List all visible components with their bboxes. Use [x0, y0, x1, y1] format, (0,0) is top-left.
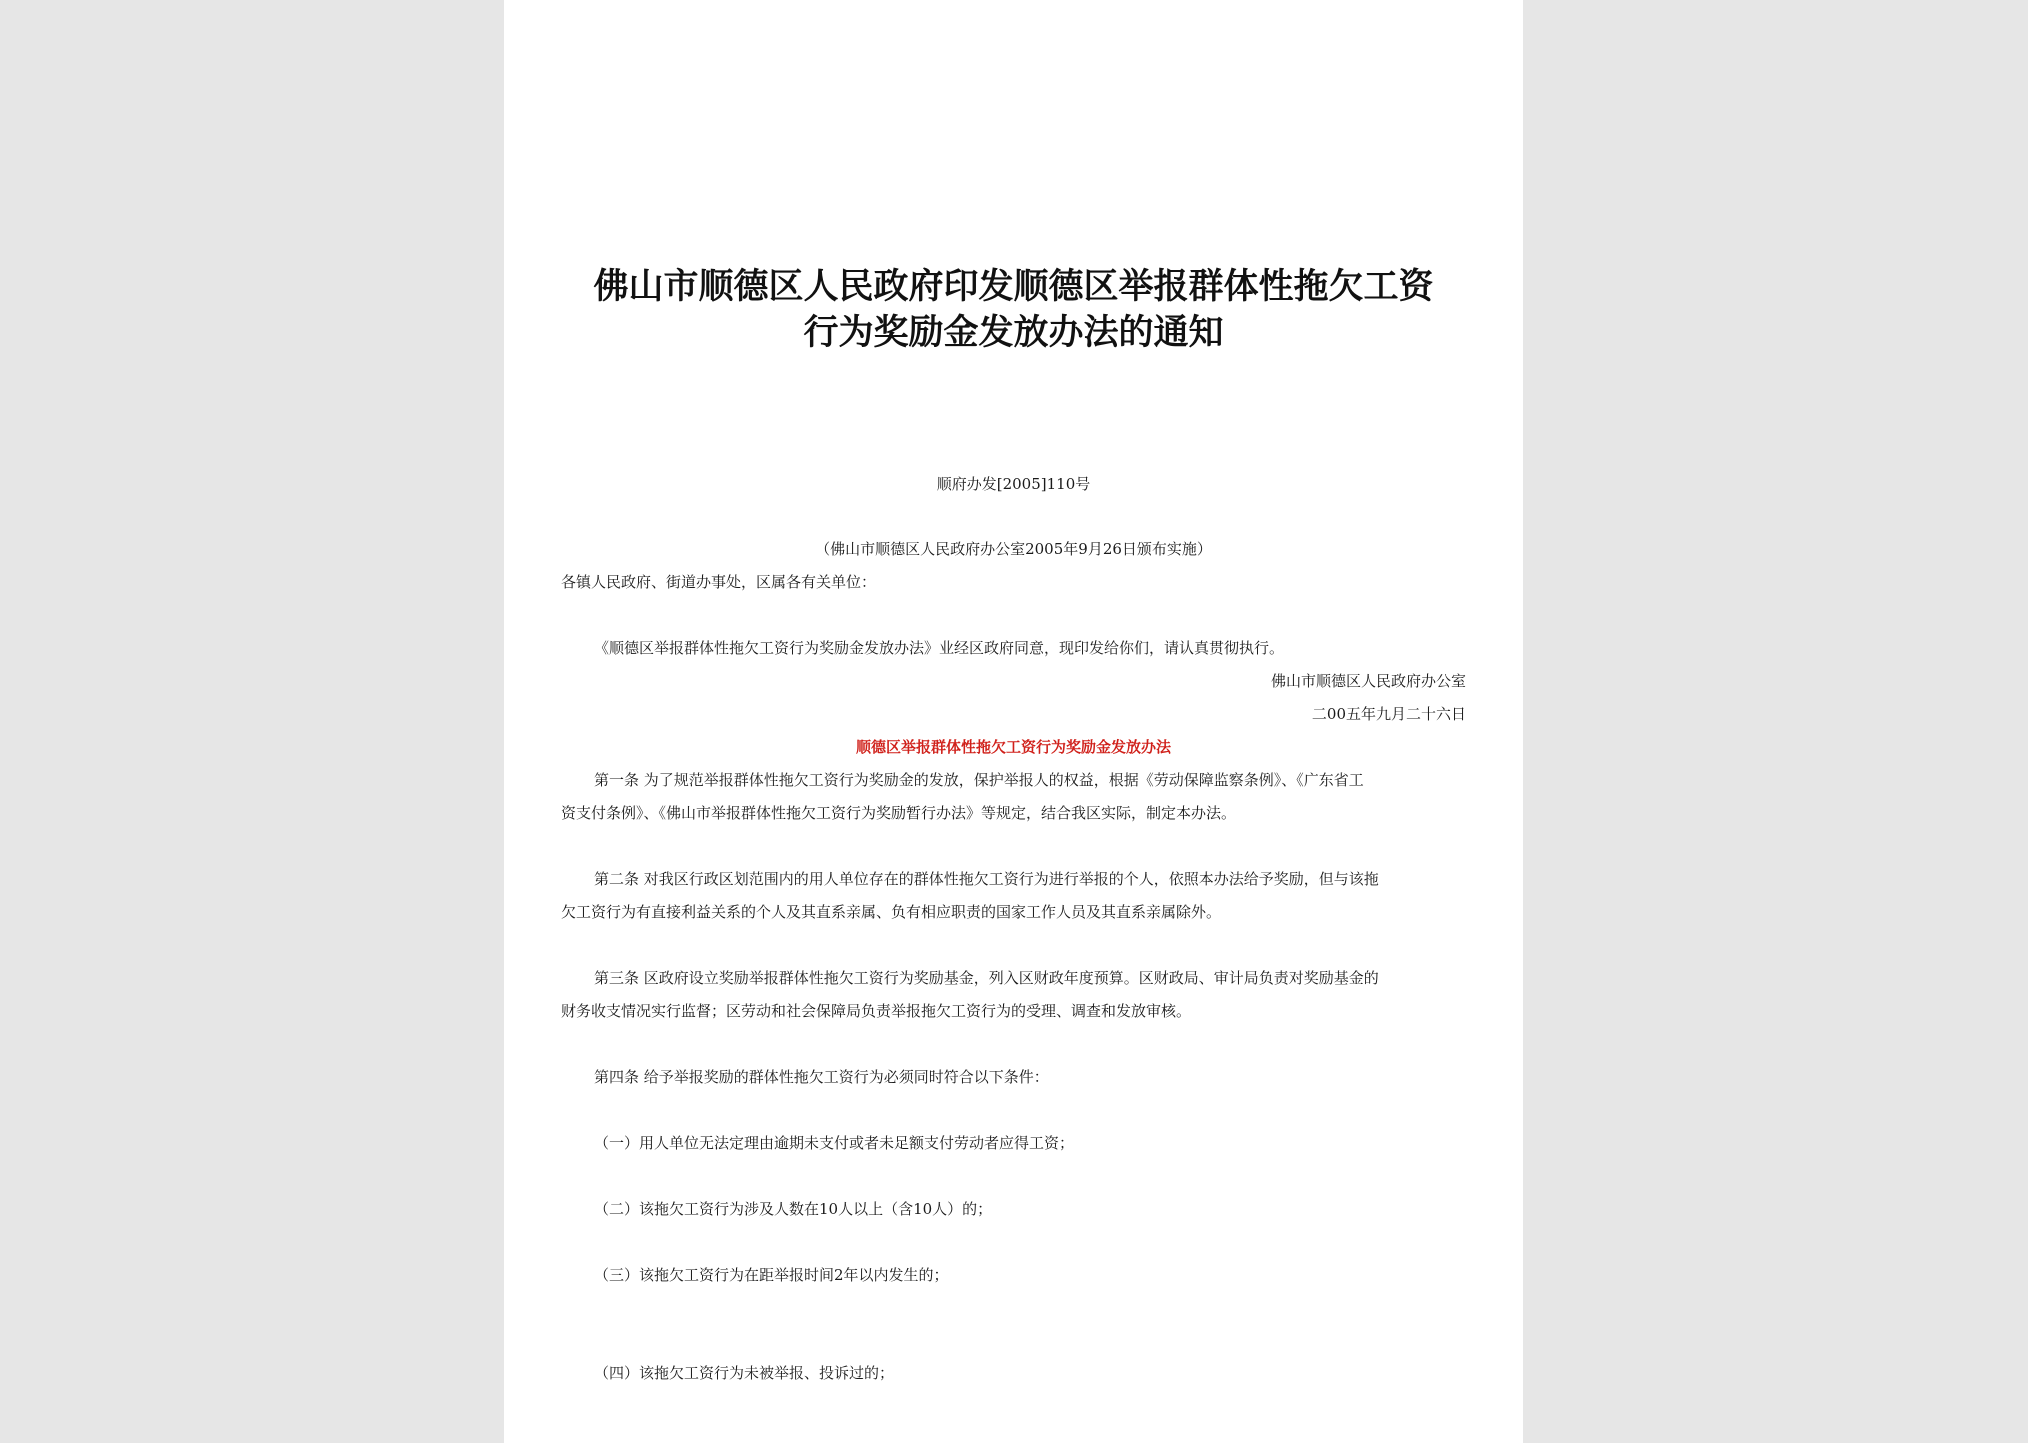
document-title-line-2: 行为奖励金发放办法的通知 [803, 313, 1224, 353]
signature-date: 二00五年九月二十六日 [1311, 705, 1466, 723]
article-3-line-2: 财务收支情况实行监督；区劳动和社会保障局负责举报拖欠工资行为的受理、调查和发放审核。 [561, 1002, 1192, 1020]
condition-item-1: （一）用人单位无法定理由逾期未支付或者未足额支付劳动者应得工资； [594, 1134, 1075, 1152]
document-page [504, 0, 1523, 1443]
article-4: 第四条 给予举报奖励的群体性拖欠工资行为必须同时符合以下条件： [594, 1068, 1049, 1086]
condition-item-4: （四）该拖欠工资行为未被举报、投诉过的； [594, 1364, 895, 1382]
condition-item-2: （二）该拖欠工资行为涉及人数在10人以上（含10人）的； [594, 1200, 993, 1218]
article-2-line-1: 第二条 对我区行政区划范围内的用人单位存在的群体性拖欠工资行为进行举报的个人，依照本办法给予奖励，但与该拖 [594, 870, 1379, 888]
notice-body: 《顺德区举报群体性拖欠工资行为奖励金发放办法》业经区政府同意，现印发给你们，请认真贯彻执行。 [594, 639, 1285, 657]
article-1-line-2: 资支付条例》、《佛山市举报群体性拖欠工资行为奖励暂行办法》等规定，结合我区实际，制定本办法。 [561, 804, 1237, 822]
issued-note: （佛山市顺德区人民政府办公室2005年9月26日颁布实施） [815, 540, 1212, 558]
document-number: 顺府办发[2005]110号 [936, 475, 1091, 493]
addressee: 各镇人民政府、街道办事处，区属各有关单位： [561, 573, 877, 591]
article-1-line-1: 第一条 为了规范举报群体性拖欠工资行为奖励金的发放，保护举报人的权益，根据《劳动保障监察条例》、《广东省工 [594, 771, 1364, 789]
article-3-line-1: 第三条 区政府设立奖励举报群体性拖欠工资行为奖励基金，列入区财政年度预算。区财政局、审计局负责对奖励基金的 [594, 969, 1379, 987]
article-2-line-2: 欠工资行为有直接利益关系的个人及其直系亲属、负有相应职责的国家工作人员及其直系亲属除外。 [561, 903, 1222, 921]
document-title-line-1: 佛山市顺德区人民政府印发顺德区举报群体性拖欠工资 [593, 267, 1434, 307]
measure-title: 顺德区举报群体性拖欠工资行为奖励金发放办法 [855, 738, 1171, 756]
signature-organization: 佛山市顺德区人民政府办公室 [1270, 672, 1466, 690]
condition-item-3: （三）该拖欠工资行为在距举报时间2年以内发生的； [594, 1266, 949, 1284]
